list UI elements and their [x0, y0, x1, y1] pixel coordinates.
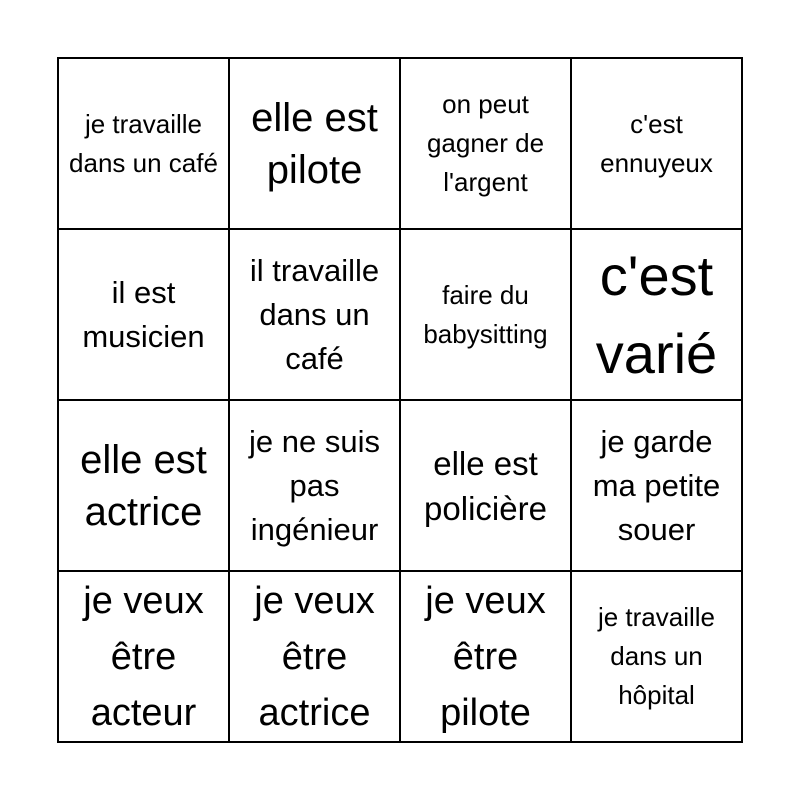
bingo-cell-text: je ne suis pas ingénieur — [249, 423, 380, 547]
bingo-cell[interactable] — [401, 572, 572, 743]
bingo-cell[interactable] — [59, 59, 230, 230]
bingo-cell-text: faire du babysitting — [423, 279, 548, 349]
bingo-cell[interactable] — [401, 59, 572, 230]
bingo-cell[interactable] — [572, 572, 743, 743]
bingo-cell[interactable] — [572, 230, 743, 401]
bingo-cell[interactable] — [230, 401, 401, 572]
bingo-cell[interactable] — [59, 572, 230, 743]
bingo-cell[interactable] — [59, 401, 230, 572]
bingo-cell[interactable] — [401, 230, 572, 401]
bingo-cell-text: je veux être pilote — [425, 579, 546, 734]
bingo-cell-text: je travaille dans un hôpital — [597, 602, 716, 710]
bingo-cell-text: elle est policière — [424, 444, 547, 527]
bingo-cell-text: je garde ma petite souer — [592, 423, 721, 547]
bingo-cell-text: je veux être actrice — [254, 579, 375, 734]
bingo-cell-text: elle est pilote — [251, 95, 378, 192]
bingo-cell[interactable] — [59, 230, 230, 401]
bingo-cell[interactable] — [230, 59, 401, 230]
bingo-cell-text: c'est ennuyeux — [600, 108, 713, 178]
bingo-cell[interactable] — [401, 401, 572, 572]
bingo-cell-text: je veux être acteur — [83, 579, 204, 734]
bingo-cell-text: on peut gagner de l'argent — [426, 89, 545, 197]
bingo-cell[interactable] — [572, 59, 743, 230]
bingo-cell[interactable] — [572, 401, 743, 572]
bingo-cell-text: il est musicien — [82, 274, 205, 354]
bingo-cell[interactable] — [230, 230, 401, 401]
bingo-board — [57, 57, 743, 743]
bingo-cell-text: je travaille dans un café — [69, 108, 218, 178]
bingo-cell[interactable] — [230, 572, 401, 743]
bingo-cell-text: elle est actrice — [80, 437, 207, 534]
bingo-cell-text: c'est varié — [595, 243, 718, 385]
bingo-cell-text: il travaille dans un café — [249, 252, 380, 376]
